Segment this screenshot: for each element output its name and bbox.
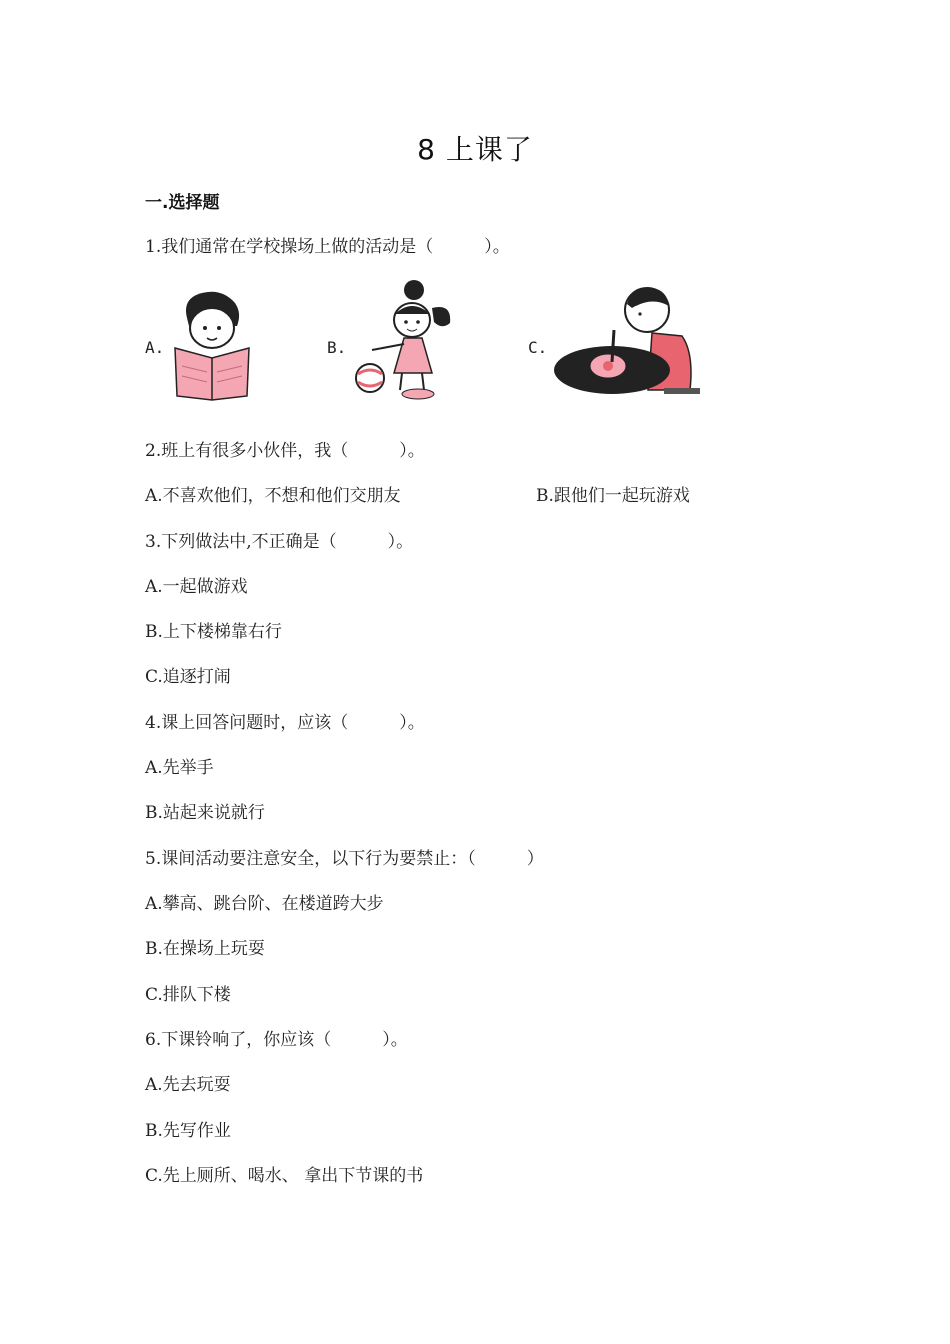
question-4-stem: 4.课上回答问题时，应该（ ）。 [145,713,425,733]
question-5-option-c[interactable]: C.排队下楼 [145,985,231,1005]
question-2-stem: 2.班上有很多小伙伴，我（ ）。 [145,441,425,461]
question-3-option-b[interactable]: B.上下楼梯靠右行 [145,622,282,642]
girl-bouncing-ball-icon [352,278,462,403]
option-1a-label: A. [145,338,165,357]
question-3-option-c[interactable]: C.追逐打闹 [145,667,231,687]
option-1c[interactable] [528,278,705,403]
child-playing-drum-icon [552,278,702,403]
section-heading: 一.选择题 [145,193,220,213]
question-5-option-b[interactable]: B.在操场上玩耍 [145,939,265,959]
question-6-option-a[interactable]: A.先去玩耍 [145,1075,231,1095]
option-1a[interactable] [145,278,255,403]
question-5-stem: 5.课间活动要注意安全，以下行为要禁止：（ ） [145,849,544,869]
question-1-pictures [145,278,705,403]
option-1b[interactable] [327,278,467,403]
question-4-option-b[interactable]: B.站起来说就行 [145,803,265,823]
question-3-option-a[interactable]: A.一起做游戏 [145,577,248,597]
question-1-stem: 1.我们通常在学校操场上做的活动是（ ）。 [145,237,510,257]
question-5-option-a[interactable]: A.攀高、跳台阶、在楼道跨大步 [145,894,384,914]
question-2-option-a[interactable]: A.不喜欢他们，不想和他们交朋友 [145,486,401,506]
child-reading-book-icon [167,278,252,403]
question-4-option-a[interactable]: A.先举手 [145,758,214,778]
question-3-stem: 3.下列做法中,不正确是（ ）。 [145,532,414,552]
option-1b-label: B. [327,338,347,357]
question-6-option-c[interactable]: C.先上厕所、喝水、 拿出下节课的书 [145,1166,424,1186]
question-2-option-b[interactable]: B.跟他们一起玩游戏 [536,486,690,506]
question-6-option-b[interactable]: B.先写作业 [145,1121,231,1141]
option-1c-label: C. [528,338,548,357]
page-title: 8 上课了 [417,133,533,166]
question-6-stem: 6.下课铃响了，你应该（ ）。 [145,1030,408,1050]
